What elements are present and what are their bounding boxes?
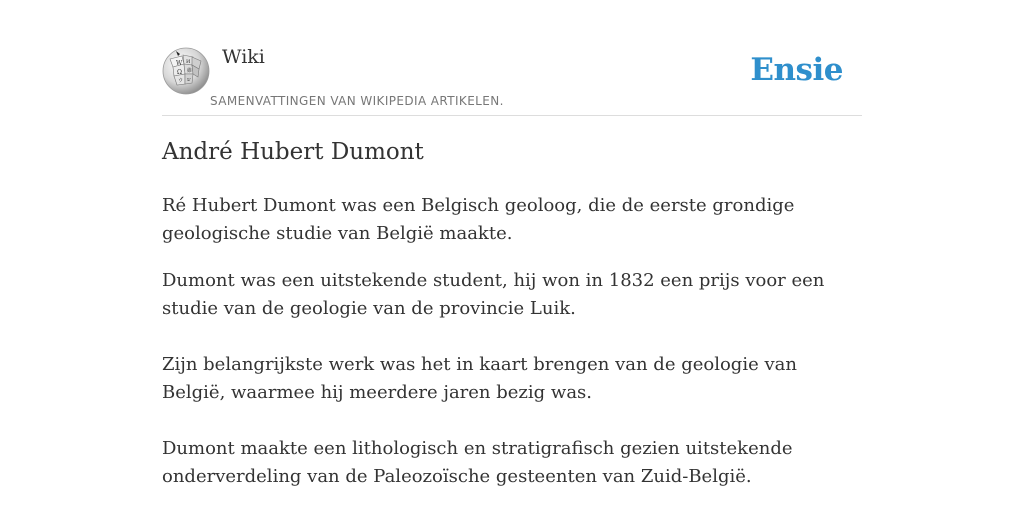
article-paragraph: Zijn belangrijkste werk was het in kaart brengen van de geologie van België, waarmee hij meerdere jaren bezig was. [162, 354, 797, 403]
svg-text:維: 維 [187, 68, 193, 74]
site-header [162, 0, 862, 116]
site-tagline: SAMENVATTINGEN VAN WIKIPEDIA ARTIKELEN. [210, 94, 504, 108]
svg-text:Ω: Ω [177, 69, 182, 76]
wikipedia-globe-icon[interactable] [162, 47, 210, 95]
ensie-brand-link[interactable]: Ensie [750, 52, 843, 88]
article-content [162, 192, 862, 512]
site-name-link[interactable]: Wiki [222, 46, 265, 68]
article-paragraph: Dumont was een uitstekende student, hij won in 1832 een prijs voor een studie van de geologie van de provincie Luik. [162, 270, 825, 319]
article-title: André Hubert Dumont [162, 139, 424, 165]
page [162, 0, 862, 512]
article-paragraph: Ré Hubert Dumont was een Belgisch geoloog, die de eerste grondige geologische studie van België maakte. [162, 195, 795, 244]
svg-text:И: И [186, 59, 191, 65]
svg-text:ウ: ウ [178, 78, 184, 84]
svg-text:ש: ש [187, 77, 191, 83]
article-paragraph: Dumont maakte een lithologisch en stratigrafisch gezien uitstekende onderverdeling van de Paleozoïsche gesteenten van Zuid-België. [162, 438, 793, 487]
svg-text:W: W [176, 60, 183, 67]
